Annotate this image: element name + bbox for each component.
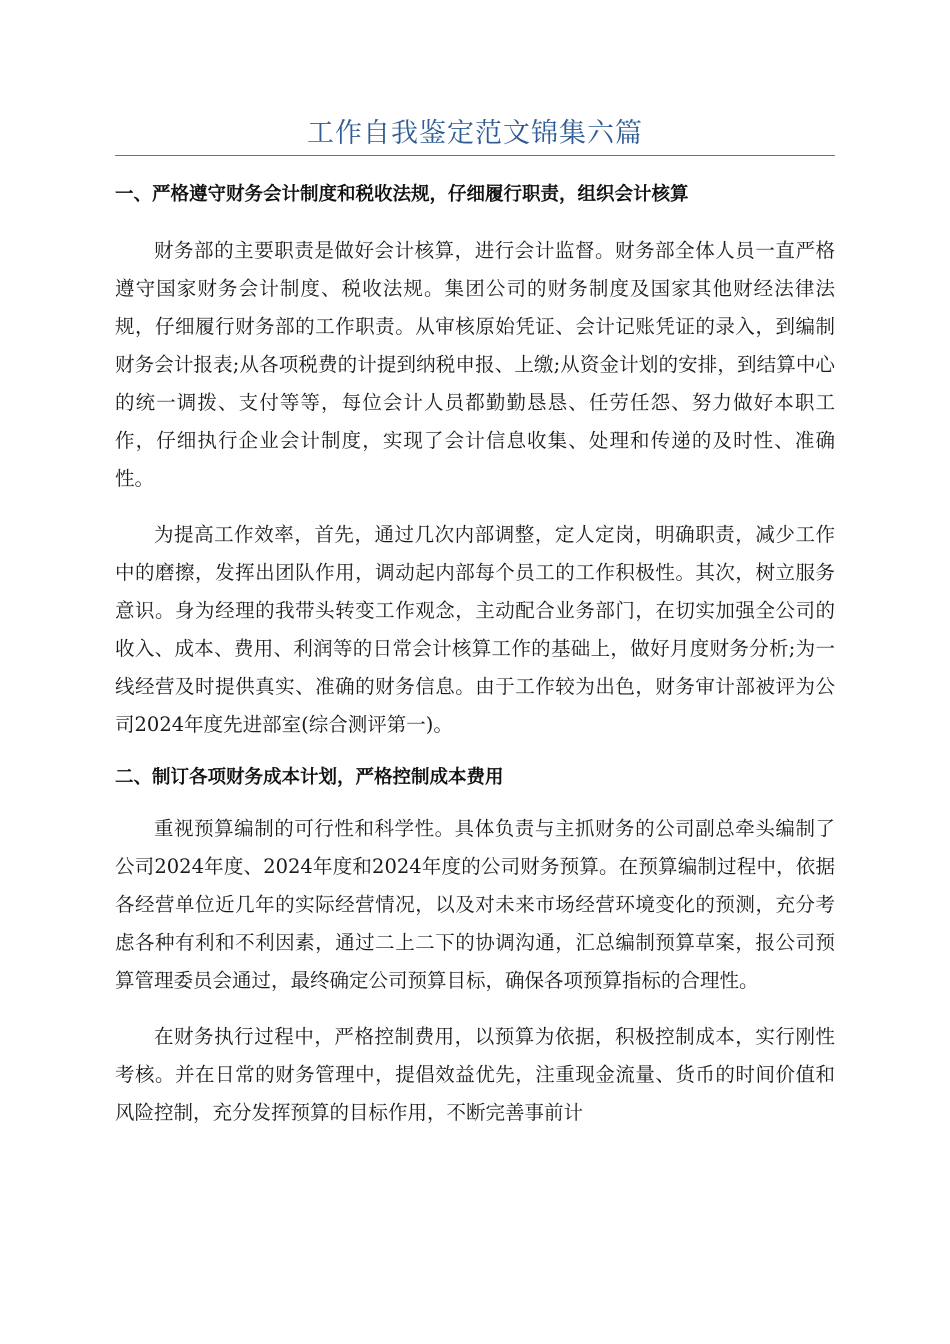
section-1-paragraph-1: 财务部的主要职责是做好会计核算，进行会计监督。财务部全体人员一直严格遵守国家财务会计制度、税收法规。集团公司的财务制度及国家其他财经法律法规，仔细履行财务部的工作职责。从审核原始凭证、会计记账凭证的录入，到编制财务会计报表;从各项税费的计提到纳税申报、上缴;从资金计划的安排，到结算中心的统一调拨、支付等等，每位会计人员都勤勤恳恳、任劳任怨、努力做好本职工作，仔细执行企业会计制度，实现了会计信息收集、处理和传递的及时性、准确性。: [115, 239, 835, 490]
section-2-paragraph-1: 重视预算编制的可行性和科学性。具体负责与主抓财务的公司副总牵头编制了公司2024年度、2024年度和2024年度的公司财务预算。在预算编制过程中，依据各经营单位近几年的实际经营情况，以及对未来市场经营环境变化的预测，充分考虑各种有利和不利因素，通过二上二下的协调沟通，汇总编制预算草案，报公司预算管理委员会通过，最终确定公司预算目标，确保各项预算指标的合理性。: [115, 817, 835, 992]
section-1-paragraph-2: 为提高工作效率，首先，通过几次内部调整，定人定岗，明确职责，减少工作中的磨擦，发挥出团队作用，调动起内部每个员工的工作积极性。其次，树立服务意识。身为经理的我带头转变工作观念，主动配合业务部门，在切实加强全公司的收入、成本、费用、利润等的日常会计核算工作的基础上，做好月度财务分析;为一线经营及时提供真实、准确的财务信息。由于工作较为出色，财务审计部被评为公司2024年度先进部室(综合测评第一)。: [115, 523, 835, 736]
section-2-paragraph-2: 在财务执行过程中，严格控制费用，以预算为依据，积极控制成本，实行刚性考核。并在日常的财务管理中，提倡效益优先，注重现金流量、货币的时间价值和风险控制，充分发挥预算的目标作用，不断完善事前计: [115, 1025, 835, 1124]
section-heading-2: 二、制订各项财务成本计划，严格控制成本费用: [115, 767, 504, 788]
document-title: 工作自我鉴定范文锦集六篇: [307, 118, 643, 149]
section-heading-1: 一、严格遵守财务会计制度和税收法规，仔细履行职责，组织会计核算: [115, 184, 689, 205]
document-body: [115, 176, 835, 1132]
title-underline: [115, 155, 835, 156]
